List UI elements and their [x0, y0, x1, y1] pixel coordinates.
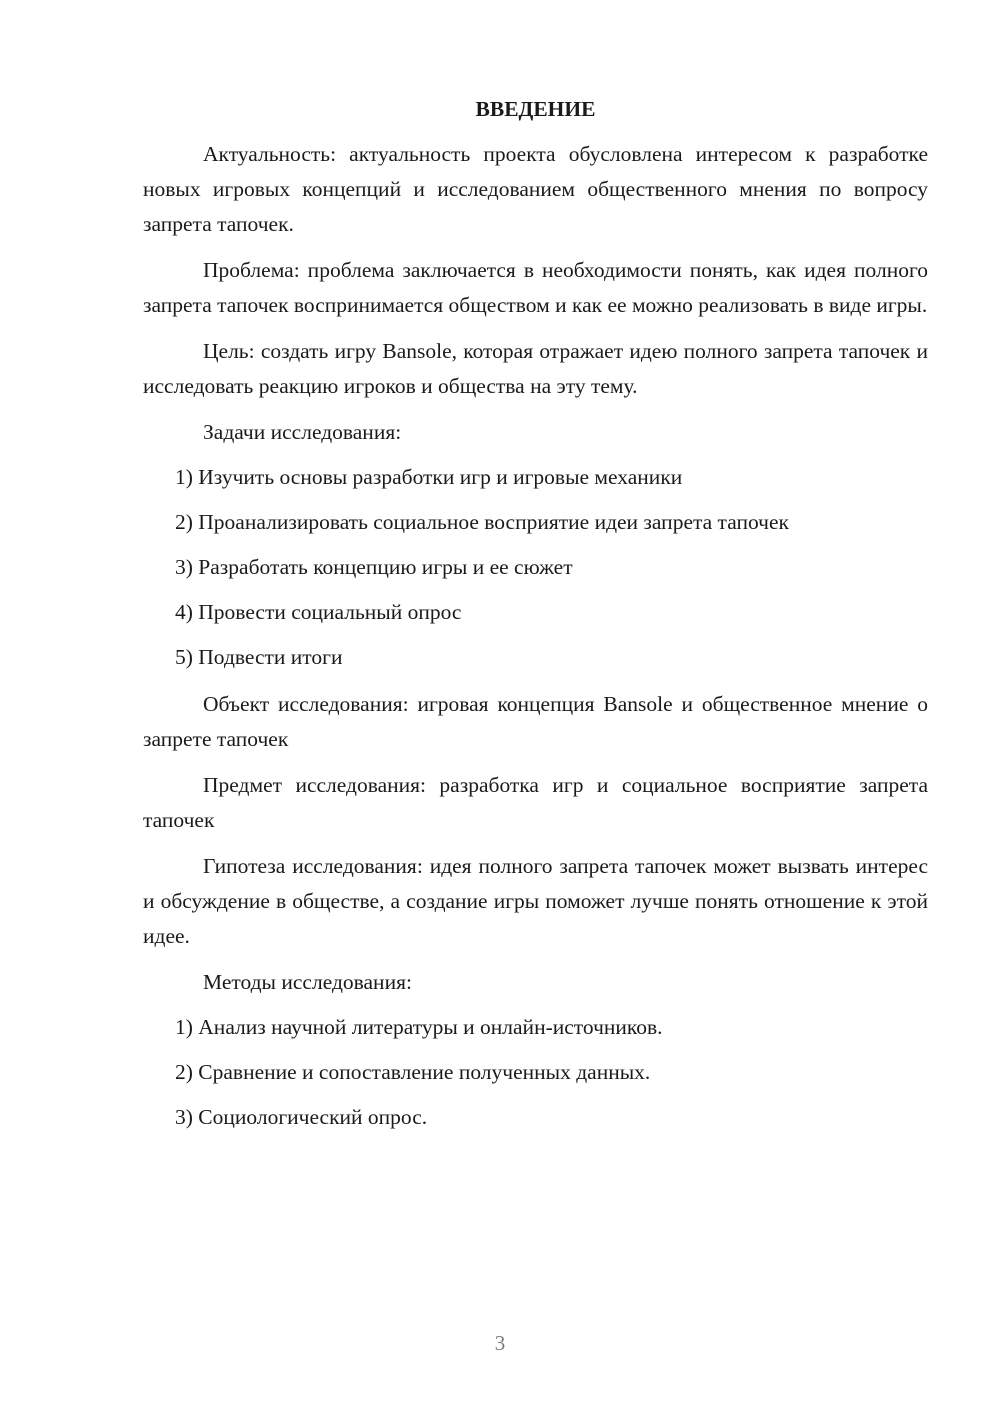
task-item: 2) Проанализировать социальное восприятие идеи запрета тапочек — [175, 510, 789, 534]
problem-paragraph: Проблема: проблема заключается в необходимости понять, как идея полного запрета тапочек воспринимается обществом и как ее можно реализовать в виде игры. — [143, 258, 928, 317]
method-item: 3) Социологический опрос. — [175, 1105, 428, 1129]
method-item: 2) Сравнение и сопоставление полученных данных. — [175, 1060, 651, 1084]
task-item: 3) Разработать концепцию игры и ее сюжет — [175, 555, 573, 579]
goal-paragraph: Цель: создать игру Bansole, которая отражает идею полного запрета тапочек и исследовать реакцию игроков и общества на эту тему. — [143, 339, 928, 398]
methods-list — [143, 1010, 928, 1135]
task-item: 4) Провести социальный опрос — [175, 600, 462, 624]
methods-heading: Методы исследования: — [203, 970, 412, 994]
tasks-list — [143, 460, 928, 675]
page-number: 3 — [494, 1331, 506, 1355]
tasks-heading: Задачи исследования: — [203, 420, 402, 444]
task-item: 5) Подвести итоги — [175, 645, 343, 669]
object-paragraph: Объект исследования: игровая концепция Bansole и общественное мнение о запрете тапочек — [143, 692, 928, 751]
document-title: ВВЕДЕНИЕ — [475, 97, 596, 121]
document-page — [143, 92, 928, 1147]
method-item: 1) Анализ научной литературы и онлайн-источников. — [175, 1015, 663, 1039]
task-item: 1) Изучить основы разработки игр и игровые механики — [175, 465, 683, 489]
relevance-paragraph: Актуальность: актуальность проекта обусловлена интересом к разработке новых игровых концепций и исследованием общественного мнения по вопросу запрета тапочек. — [143, 142, 928, 236]
hypothesis-paragraph: Гипотеза исследования: идея полного запрета тапочек может вызвать интерес и обсуждение в обществе, а создание игры поможет лучше понять отношение к этой идее. — [143, 854, 928, 948]
subject-paragraph: Предмет исследования: разработка игр и социальное восприятие запрета тапочек — [143, 773, 928, 832]
